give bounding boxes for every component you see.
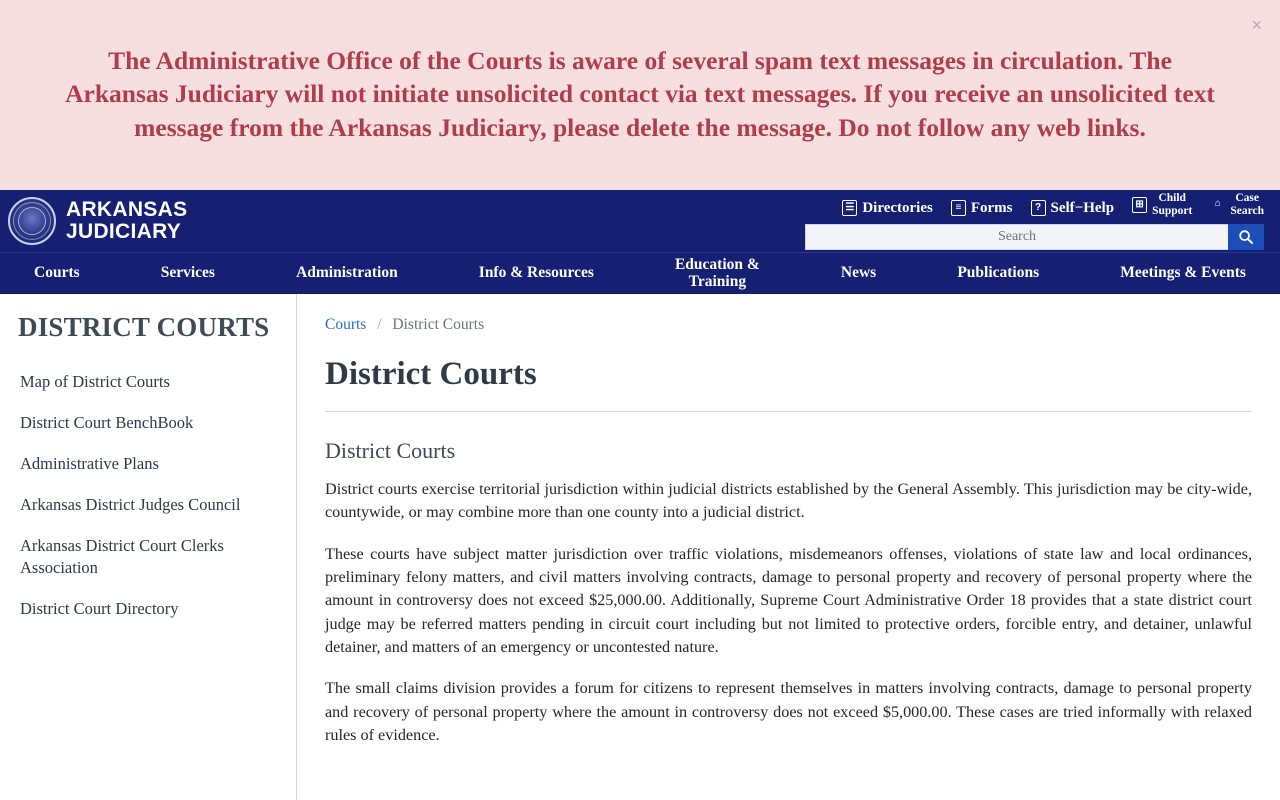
nav-item-courts[interactable]: Courts — [34, 264, 80, 282]
brand-line-1: ARKANSAS — [66, 197, 188, 221]
case-search-icon: ⌂ — [1214, 197, 1221, 209]
nav-item-news[interactable]: News — [840, 264, 877, 282]
arkansas-supreme-court-seal-icon — [8, 197, 56, 245]
sidebar-title: DISTRICT COURTS — [18, 312, 270, 342]
alert-message: The Administrative Office of the Courts is aware of several spam text messages in circulation. The Arkansas Judiciary will not initiate unsolicited contact via text messages. If you receive an unsolicited text message from the Arkansas Judiciary, please delete the message. Do not follow any web links. — [65, 46, 1215, 142]
brand-line-2: JUDICIARY — [66, 220, 182, 243]
search-button[interactable] — [1228, 224, 1264, 250]
self-help-icon: ? — [1031, 200, 1046, 216]
directories-icon: ☰ — [842, 200, 857, 216]
nav-item-services[interactable]: Services — [160, 264, 215, 282]
sidebar-item-arkansas-district-court-clerks-association[interactable]: Arkansas District Court Clerks Association — [20, 536, 224, 577]
site-logo[interactable] — [8, 197, 187, 245]
brand-title — [66, 199, 187, 243]
search-input[interactable] — [805, 224, 1228, 250]
quicklink-directories[interactable] — [842, 200, 933, 217]
quicklink-label: Forms — [970, 199, 1013, 216]
sidebar-item-district-court-directory[interactable]: District Court Directory — [20, 598, 179, 618]
nav-item-administration[interactable]: Administration — [296, 264, 398, 282]
breadcrumb-separator: / — [377, 316, 382, 333]
content-paragraph-3: The small claims division provides a forum for citizens to represent themselves in matters involving contracts, damage to personal property and recovery of personal property where the amount in controversy does not exceed $5,000.00. These cases are tried informally with relaxed rules of evidence. — [325, 679, 1252, 744]
quicklink-child-support[interactable] — [1132, 192, 1192, 216]
breadcrumb — [325, 316, 1252, 334]
quicklink-self-help[interactable] — [1031, 200, 1115, 217]
quicklink-label: Directories — [862, 199, 933, 216]
sidebar-item-arkansas-district-judges-council[interactable]: Arkansas District Judges Council — [20, 495, 241, 515]
quicklink-label — [1152, 192, 1192, 216]
forms-icon: ≡ — [951, 200, 966, 216]
nav-item-meetings-events[interactable]: Meetings & Events — [1120, 264, 1246, 282]
quicklink-label-line-1: Case — [1235, 192, 1259, 205]
quicklink-label: Self−Help — [1050, 199, 1115, 216]
page-body — [0, 294, 1280, 800]
search-icon — [1238, 229, 1254, 245]
sidebar-item-administrative-plans[interactable]: Administrative Plans — [20, 454, 159, 474]
title-divider — [325, 411, 1252, 412]
nav-item-info-resources[interactable]: Info & Resources — [478, 264, 594, 282]
nav-label-line-2: Training — [688, 272, 747, 290]
content-paragraph-2: These courts have subject matter jurisdiction over traffic violations, misdemeanors offenses, violations of state law and local ordinances, preliminary felony matters, and civil matters involving contracts, damage to personal property and recovery of personal property where the amount in controversy does not exceed $25,000.00. Additionally, Supreme Court Administrative Order 18 provides that a state district court judge may be referred matters pending in circuit court including but not limited to protective orders, forcible entry, and detainer, unlawful detainer, and matters of an emergency or uncontested nature. — [325, 544, 1252, 656]
quicklinks — [842, 192, 1264, 216]
main-content — [297, 294, 1280, 800]
sidebar — [0, 294, 297, 800]
header-utilities — [805, 192, 1270, 249]
spam-alert-banner — [0, 0, 1280, 190]
nav-label-line-1: Education & — [674, 256, 760, 274]
page-title: District Courts — [325, 356, 537, 392]
nav-item-education-training[interactable] — [669, 257, 766, 290]
quicklink-label-line-2: Search — [1230, 204, 1264, 217]
content-paragraph-1: District courts exercise territorial jurisdiction within judicial districts established by the General Assembly. This jurisdiction may be city-wide, countywide, or may combine more than one county into a judicial district. — [325, 480, 1252, 522]
breadcrumb-current: District Courts — [392, 316, 485, 333]
sidebar-item-district-court-benchbook[interactable]: District Court BenchBook — [20, 413, 194, 433]
site-search — [805, 224, 1264, 250]
sidebar-item-map-of-district-courts[interactable]: Map of District Courts — [20, 372, 170, 391]
section-heading: District Courts — [325, 438, 456, 463]
quicklink-forms[interactable] — [951, 200, 1013, 217]
quicklink-case-search[interactable] — [1210, 192, 1264, 216]
child-support-icon: ⊞ — [1132, 197, 1147, 213]
breadcrumb-link-courts[interactable]: Courts — [325, 316, 367, 333]
nav-item-publications[interactable]: Publications — [957, 264, 1040, 282]
quicklink-label-line-2: Support — [1152, 204, 1193, 217]
quicklink-label-line-1: Child — [1158, 192, 1186, 205]
close-icon[interactable]: × — [1251, 15, 1262, 35]
quicklink-label — [1230, 192, 1264, 216]
site-header — [0, 190, 1280, 252]
main-navigation — [0, 252, 1280, 294]
